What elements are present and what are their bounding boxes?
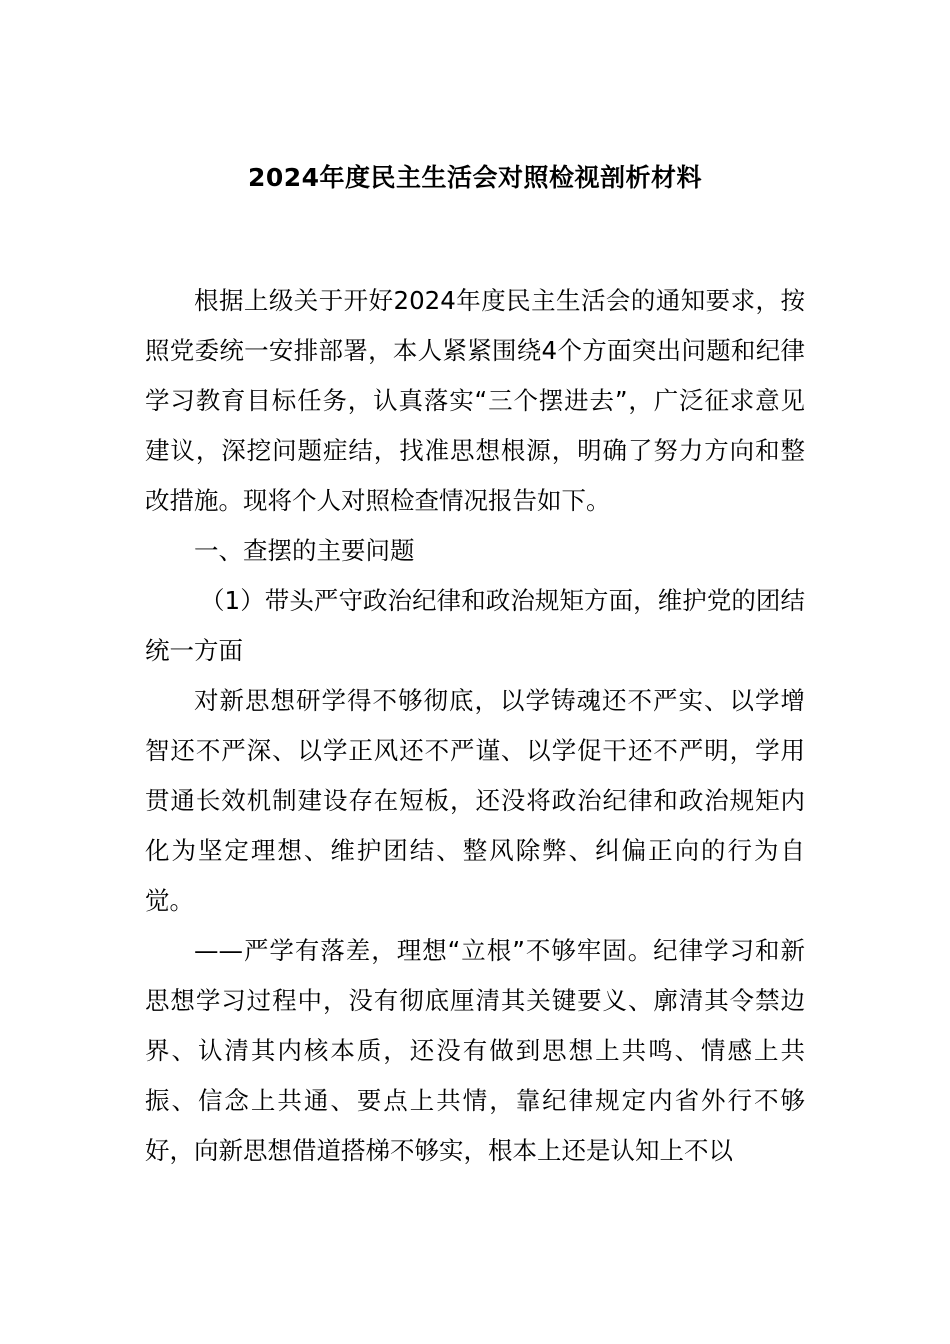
intro-paragraph: 根据上级关于开好2024年度民主生活会的通知要求，按照党委统一安排部署，本人紧紧围绕4个方面突出问题和纪律学习教育目标任务，认真落实“三个摆进去”，广泛征求意见建议，深挖问题症结，找准思想根源，明确了努力方向和整改措施。现将个人对照检查情况报告如下。 [145,286,805,515]
body-paragraph: ——严学有落差，理想“立根”不够牢固。纪律学习和新思想学习过程中，没有彻底厘清其关键要义、廓清其令禁边界、认清其内核本质，还没有做到思想上共鸣、情感上共振、信念上共通、要点上共情，靠纪律规定内省外行不够好，向新思想借道搭梯不够实，根本上还是认知上不以 [145,936,805,1165]
section-heading: 一、查摆的主要问题 [194,536,415,565]
subsection-heading: （1）带头严守政治纪律和政治规矩方面，维护党的团结统一方面 [145,586,805,665]
document-body [145,276,805,1176]
body-paragraph: 对新思想研学得不够彻底，以学铸魂还不严实、以学增智还不严深、以学正风还不严谨、以学促干还不严明，学用贯通长效机制建设存在短板，还没将政治纪律和政治规矩内化为坚定理想、维护团结、整风除弊、纠偏正向的行为自觉。 [145,686,805,915]
document-title: 2024年度民主生活会对照检视剖析材料 [247,163,703,192]
